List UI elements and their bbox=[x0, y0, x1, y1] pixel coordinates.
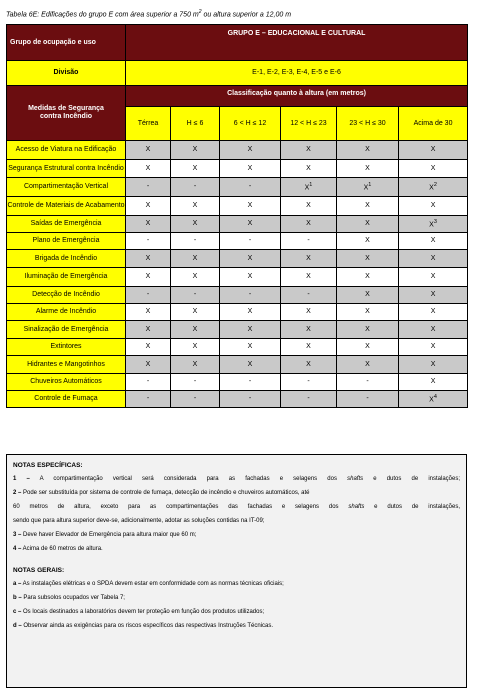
note-3 bbox=[13, 532, 196, 539]
measure-label: Iluminação de Emergência bbox=[7, 268, 126, 287]
table-cell bbox=[399, 287, 468, 304]
table-cell bbox=[171, 216, 220, 233]
cell-value: X bbox=[365, 202, 370, 209]
cell-value: X bbox=[306, 220, 311, 227]
table-cell bbox=[126, 233, 171, 250]
cell-value: X bbox=[306, 325, 311, 333]
table-cell bbox=[337, 321, 399, 339]
measure-label: Controle de Fumaça bbox=[7, 391, 126, 408]
cell-value: X bbox=[192, 343, 198, 350]
note-a-text: As instalações elétricas e o SPDA devem estar em conformidade com as normas técnicas oficiais; bbox=[21, 581, 284, 587]
table-cell bbox=[220, 321, 281, 339]
note-1 bbox=[13, 476, 460, 483]
cell-value: X bbox=[430, 343, 436, 350]
table-cell bbox=[171, 141, 220, 160]
note-c-text: Os locais destinados a laboratórios devem ter proteção em função dos produtos utilizados; bbox=[21, 609, 265, 615]
table-cell bbox=[399, 304, 468, 321]
table-cell bbox=[281, 356, 337, 374]
cell-value: X bbox=[145, 325, 151, 333]
cell-value: - bbox=[366, 395, 369, 402]
cell-value: X bbox=[145, 220, 151, 227]
cell-value: X bbox=[365, 343, 370, 350]
table-cell bbox=[126, 216, 171, 233]
cell-value: X bbox=[247, 164, 253, 172]
cell-value: X bbox=[365, 146, 370, 153]
table-cell bbox=[171, 268, 220, 287]
note-2-line-2 bbox=[13, 504, 460, 511]
cell-value: - bbox=[307, 395, 310, 402]
column-header: Térrea bbox=[126, 107, 171, 141]
table-cell bbox=[126, 141, 171, 160]
measure-label: Extintores bbox=[7, 339, 126, 356]
table-row bbox=[7, 356, 468, 374]
cell-value: X bbox=[365, 164, 370, 172]
table-row bbox=[7, 216, 468, 233]
cell-value: X bbox=[192, 254, 198, 262]
table-cell bbox=[281, 141, 337, 160]
measure-label: Compartimentação Vertical bbox=[7, 178, 126, 197]
cell-value: X bbox=[365, 325, 370, 333]
cell-note-ref: 1 bbox=[368, 182, 372, 189]
cell-note-ref: 2 bbox=[433, 182, 437, 189]
cell-value: X bbox=[430, 378, 436, 385]
cell-value: X bbox=[430, 273, 436, 280]
cell-value: - bbox=[248, 395, 252, 402]
cell-value: X bbox=[365, 237, 370, 244]
table-cell bbox=[337, 268, 399, 287]
table-row bbox=[7, 250, 468, 268]
cell-value: X bbox=[430, 146, 436, 153]
table-cell bbox=[399, 216, 468, 233]
note-b bbox=[13, 595, 125, 602]
cell-value: X bbox=[192, 325, 198, 333]
cell-value: X bbox=[365, 360, 370, 368]
table-cell bbox=[337, 304, 399, 321]
table-cell bbox=[220, 160, 281, 178]
cell-value: X bbox=[430, 325, 436, 333]
cell-value: X bbox=[429, 184, 434, 192]
cell-value: X bbox=[365, 273, 370, 280]
cell-value: - bbox=[248, 378, 252, 385]
cell-value: - bbox=[366, 378, 369, 385]
table-cell bbox=[281, 304, 337, 321]
table-cell bbox=[220, 356, 281, 374]
note-2-line-1: Pode ser substituída por sistema de controle de fumaça, detecção de incêndio e chuveiros automáticos, até bbox=[21, 490, 310, 496]
table-cell bbox=[281, 321, 337, 339]
table-cell bbox=[399, 268, 468, 287]
table-cell bbox=[281, 216, 337, 233]
cell-value: X bbox=[192, 273, 198, 280]
note-2-line-2-b: e dutos de instalações, bbox=[364, 504, 460, 510]
table-cell bbox=[337, 250, 399, 268]
table-cell bbox=[337, 197, 399, 216]
specific-notes-title: NOTAS ESPECÍFICAS: bbox=[13, 462, 83, 469]
table-cell bbox=[399, 321, 468, 339]
table-cell bbox=[171, 391, 220, 408]
note-2-line-2-italic: shafts bbox=[348, 504, 365, 510]
note-2 bbox=[13, 490, 310, 497]
measure-label: Sinalização de Emergência bbox=[7, 321, 126, 339]
measures-label: Medidas de Segurança contra Incêndio bbox=[7, 86, 126, 141]
table-row bbox=[7, 178, 468, 197]
note-c-key: c – bbox=[13, 609, 22, 615]
general-notes-title: NOTAS GERAIS: bbox=[13, 567, 65, 574]
measure-label: Brigada de Incêndio bbox=[7, 250, 126, 268]
caption-text: Tabela 6E: Edificações do grupo E com área superior a 750 m bbox=[6, 11, 199, 19]
table-cell bbox=[171, 250, 220, 268]
table-cell bbox=[337, 391, 399, 408]
measure-label: Hidrantes e Mangotinhos bbox=[7, 356, 126, 374]
classification-label: Classificação quanto à altura (em metros) bbox=[126, 86, 468, 107]
table-cell bbox=[337, 356, 399, 374]
caption-sup: 2 bbox=[198, 9, 202, 15]
note-d-text: Observar ainda as exigências para os riscos específicos das respectivas Instruções Técnicas. bbox=[21, 623, 274, 629]
cell-value: - bbox=[248, 237, 252, 244]
table-cell bbox=[171, 233, 220, 250]
cell-value: X bbox=[145, 273, 151, 280]
cell-value: X bbox=[145, 254, 151, 262]
measures-table bbox=[6, 24, 468, 408]
table-cell bbox=[171, 356, 220, 374]
cell-value: X bbox=[145, 164, 151, 172]
cell-value: X bbox=[192, 308, 198, 315]
note-1-key: 1 – bbox=[13, 476, 30, 482]
table-cell bbox=[220, 268, 281, 287]
cell-value: X bbox=[247, 325, 253, 333]
group-label: Grupo de ocupação e uso bbox=[7, 25, 126, 61]
column-header: 12 < H ≤ 23 bbox=[281, 107, 337, 141]
table-cell bbox=[220, 197, 281, 216]
table-cell bbox=[281, 233, 337, 250]
table-cell bbox=[220, 178, 281, 197]
cell-value: X bbox=[430, 237, 436, 244]
cell-value: X bbox=[365, 291, 370, 298]
table-row bbox=[7, 391, 468, 408]
caption-text-2: ou altura superior a 12,00 m bbox=[201, 11, 292, 19]
cell-value: X bbox=[306, 164, 311, 172]
table-cell bbox=[126, 321, 171, 339]
table-container bbox=[6, 24, 467, 688]
table-cell bbox=[171, 339, 220, 356]
cell-value: - bbox=[193, 237, 197, 244]
table-cell bbox=[171, 374, 220, 391]
table-cell bbox=[337, 178, 399, 197]
header-row-group bbox=[7, 25, 468, 61]
cell-value: X bbox=[306, 360, 311, 368]
table-row bbox=[7, 233, 468, 250]
table-row bbox=[7, 197, 468, 216]
cell-value: X bbox=[145, 308, 151, 315]
cell-value: X bbox=[430, 254, 436, 262]
cell-value: - bbox=[146, 291, 150, 298]
division-value: E-1, E-2, E-3, E-4, E-5 e E-6 bbox=[126, 61, 468, 86]
measure-label: Plano de Emergência bbox=[7, 233, 126, 250]
measure-label: Chuveiros Automáticos bbox=[7, 374, 126, 391]
note-1-text-a: A compartimentação vertical será considerada para as fachadas e selagens dos bbox=[29, 476, 348, 482]
cell-value: X bbox=[429, 221, 434, 229]
cell-value: X bbox=[145, 360, 151, 368]
cell-note-ref: 3 bbox=[433, 219, 437, 226]
cell-value: X bbox=[365, 254, 370, 262]
table-row bbox=[7, 287, 468, 304]
note-1-italic: shafts bbox=[347, 476, 364, 482]
cell-value: X bbox=[145, 202, 151, 209]
note-a bbox=[13, 581, 284, 588]
notes-box bbox=[6, 454, 467, 688]
header-row-division bbox=[7, 61, 468, 86]
cell-value: X bbox=[306, 254, 311, 262]
table-cell bbox=[337, 374, 399, 391]
table-cell bbox=[281, 160, 337, 178]
note-3-text: Deve haver Elevador de Emergência para altura maior que 60 m; bbox=[21, 532, 197, 538]
note-d-key: d – bbox=[13, 623, 22, 629]
table-cell bbox=[399, 141, 468, 160]
measure-label: Controle de Materiais de Acabamento bbox=[7, 197, 126, 216]
table-cell bbox=[126, 268, 171, 287]
table-cell bbox=[126, 287, 171, 304]
cell-value: - bbox=[193, 378, 197, 385]
table-cell bbox=[337, 216, 399, 233]
table-row bbox=[7, 374, 468, 391]
table-cell bbox=[337, 160, 399, 178]
table-row bbox=[7, 141, 468, 160]
cell-value: X bbox=[247, 146, 253, 153]
column-header: Acima de 30 bbox=[399, 107, 468, 141]
table-cell bbox=[126, 356, 171, 374]
note-3-key: 3 – bbox=[13, 532, 22, 538]
header-row-classification bbox=[7, 86, 468, 107]
table-cell bbox=[171, 287, 220, 304]
cell-value: - bbox=[146, 395, 150, 402]
cell-value: X bbox=[306, 146, 311, 153]
table-cell bbox=[126, 391, 171, 408]
note-b-text: Para subsolos ocupados ver Tabela 7; bbox=[21, 595, 125, 601]
cell-value: X bbox=[145, 146, 151, 153]
cell-value: - bbox=[307, 291, 310, 298]
cell-value: X bbox=[365, 220, 370, 227]
group-value: GRUPO E – EDUCACIONAL E CULTURAL bbox=[126, 25, 468, 61]
table-cell bbox=[220, 216, 281, 233]
cell-value: X bbox=[192, 220, 198, 227]
cell-value: X bbox=[145, 343, 151, 350]
note-b-key: b – bbox=[13, 595, 22, 601]
cell-value: X bbox=[192, 164, 198, 172]
cell-value: - bbox=[193, 291, 197, 298]
note-2-line-2-a: 60 metros de altura, exceto para as compartimentações das fachadas e selagens dos bbox=[13, 504, 349, 510]
cell-value: - bbox=[193, 395, 197, 402]
division-label: Divisão bbox=[7, 61, 126, 86]
table-cell bbox=[220, 304, 281, 321]
cell-value: X bbox=[247, 254, 253, 262]
table-cell bbox=[126, 197, 171, 216]
table-cell bbox=[126, 250, 171, 268]
table-row bbox=[7, 321, 468, 339]
table-cell bbox=[399, 233, 468, 250]
column-header: H ≤ 6 bbox=[171, 107, 220, 141]
cell-value: X bbox=[247, 202, 253, 209]
table-cell bbox=[281, 178, 337, 197]
table-cell bbox=[399, 339, 468, 356]
table-cell bbox=[126, 160, 171, 178]
note-a-key: a – bbox=[13, 581, 22, 587]
table-cell bbox=[220, 391, 281, 408]
table-row bbox=[7, 160, 468, 178]
table-cell bbox=[337, 287, 399, 304]
cell-value: X bbox=[306, 343, 311, 350]
cell-value: X bbox=[429, 396, 434, 404]
column-header: 6 < H ≤ 12 bbox=[220, 107, 281, 141]
table-cell bbox=[281, 287, 337, 304]
cell-note-ref: 4 bbox=[433, 394, 437, 401]
table-cell bbox=[399, 160, 468, 178]
cell-value: X bbox=[192, 202, 198, 209]
table-cell bbox=[399, 197, 468, 216]
cell-value: X bbox=[430, 308, 436, 315]
cell-value: X bbox=[430, 202, 436, 209]
note-4-text: Acima de 60 metros de altura. bbox=[21, 546, 103, 552]
cell-value: - bbox=[146, 378, 150, 385]
cell-value: - bbox=[146, 237, 150, 244]
table-cell bbox=[281, 250, 337, 268]
cell-value: X bbox=[247, 308, 253, 315]
cell-value: X bbox=[304, 184, 310, 192]
cell-value: - bbox=[193, 183, 197, 190]
table-cell bbox=[220, 287, 281, 304]
table-cell bbox=[171, 178, 220, 197]
table-cell bbox=[281, 374, 337, 391]
table-cell bbox=[220, 339, 281, 356]
table-cell bbox=[337, 233, 399, 250]
cell-value: X bbox=[192, 360, 198, 368]
cell-value: X bbox=[247, 220, 253, 227]
table-cell bbox=[281, 268, 337, 287]
table-cell bbox=[220, 233, 281, 250]
table-row bbox=[7, 268, 468, 287]
cell-value: X bbox=[430, 164, 436, 172]
cell-value: - bbox=[248, 291, 252, 298]
cell-value: X bbox=[247, 360, 253, 368]
cell-value: X bbox=[247, 273, 253, 280]
note-d bbox=[13, 623, 273, 630]
cell-value: X bbox=[306, 273, 311, 280]
table-row bbox=[7, 339, 468, 356]
note-4 bbox=[13, 546, 103, 553]
cell-value: X bbox=[430, 291, 436, 298]
table-cell bbox=[126, 339, 171, 356]
table-cell bbox=[281, 391, 337, 408]
table-cell bbox=[220, 141, 281, 160]
table-cell bbox=[337, 141, 399, 160]
table-row bbox=[7, 304, 468, 321]
cell-value: - bbox=[248, 183, 252, 190]
column-header: 23 < H ≤ 30 bbox=[337, 107, 399, 141]
note-2-key: 2 – bbox=[13, 490, 22, 496]
table-cell bbox=[399, 391, 468, 408]
table-cell bbox=[171, 160, 220, 178]
table-cell bbox=[337, 339, 399, 356]
measure-label: Alarme de Incêndio bbox=[7, 304, 126, 321]
table-cell bbox=[399, 178, 468, 197]
table-cell bbox=[399, 356, 468, 374]
cell-value: - bbox=[307, 378, 310, 385]
table-cell bbox=[399, 250, 468, 268]
measure-label: Segurança Estrutural contra Incêndio bbox=[7, 160, 126, 178]
cell-value: X bbox=[363, 184, 369, 192]
table-cell bbox=[281, 197, 337, 216]
measure-label: Saídas de Emergência bbox=[7, 216, 126, 233]
table-cell bbox=[399, 374, 468, 391]
table-cell bbox=[126, 304, 171, 321]
cell-value: X bbox=[430, 360, 436, 368]
measure-label: Detecção de Incêndio bbox=[7, 287, 126, 304]
table-cell bbox=[171, 321, 220, 339]
cell-value: X bbox=[306, 308, 311, 315]
table-cell bbox=[220, 374, 281, 391]
note-2-line-3: sendo que para altura superior deve-se, adicionalmente, adotar as soluções contidas na IT-09; bbox=[13, 518, 265, 524]
cell-note-ref: 1 bbox=[309, 182, 313, 189]
table-cell bbox=[126, 374, 171, 391]
cell-value: - bbox=[146, 183, 150, 190]
cell-value: X bbox=[192, 146, 198, 153]
table-cell bbox=[281, 339, 337, 356]
table-cell bbox=[126, 178, 171, 197]
cell-value: X bbox=[306, 202, 311, 209]
cell-value: X bbox=[365, 308, 370, 315]
note-1-text-b: e dutos de instalações; bbox=[363, 476, 461, 482]
measure-label: Acesso de Viatura na Edificação bbox=[7, 141, 126, 160]
cell-value: X bbox=[247, 343, 253, 350]
note-4-key: 4 – bbox=[13, 546, 22, 552]
note-c bbox=[13, 609, 264, 616]
table-cell bbox=[171, 304, 220, 321]
cell-value: - bbox=[307, 237, 310, 244]
table-cell bbox=[171, 197, 220, 216]
table-cell bbox=[220, 250, 281, 268]
table-caption bbox=[6, 9, 291, 18]
